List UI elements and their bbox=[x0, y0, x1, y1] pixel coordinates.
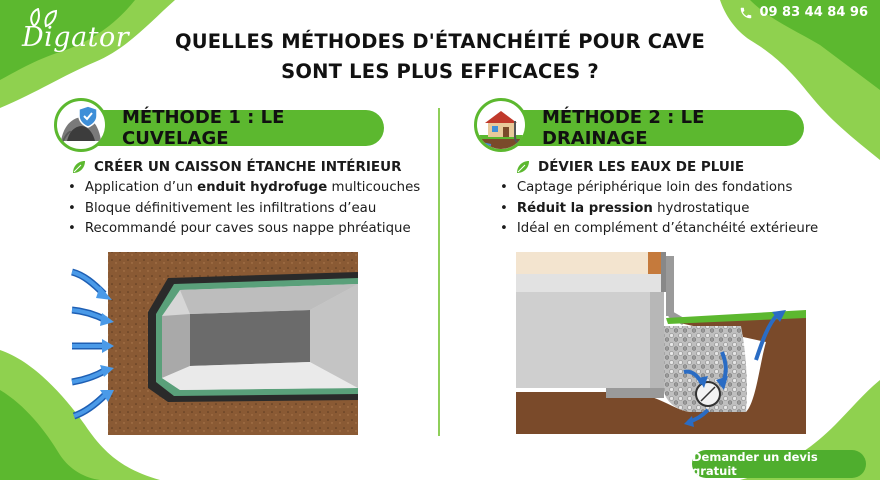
method1-subtitle: CRÉER UN CAISSON ÉTANCHE INTÉRIEUR bbox=[94, 159, 402, 175]
method1-subtitle-row bbox=[72, 159, 402, 175]
bullet-item: • Captage périphérique loin des fondations bbox=[500, 178, 818, 199]
phone-contact[interactable] bbox=[739, 5, 868, 20]
cuvelage-illustration bbox=[70, 250, 360, 435]
request-quote-button[interactable]: Demander un devis gratuit bbox=[692, 450, 866, 478]
house-icon bbox=[477, 101, 525, 149]
method2-title-pill bbox=[482, 107, 804, 149]
method1-title-pill bbox=[62, 107, 384, 149]
method2-title: MÉTHODE 2 : LE DRAINAGE bbox=[542, 107, 705, 149]
leaf-icon bbox=[72, 160, 86, 174]
method1-title: MÉTHODE 1 : LE CUVELAGE bbox=[122, 107, 285, 149]
page-title-line2: SONT LES PLUS EFFICACES ? bbox=[281, 60, 599, 83]
phone-number: 09 83 44 84 96 bbox=[759, 5, 868, 20]
drainage-illustration bbox=[516, 252, 806, 434]
bullet-item: • Réduit la pression hydrostatique bbox=[500, 199, 818, 220]
method1-badge bbox=[54, 98, 108, 152]
bullet-item: • Bloque définitivement les infiltrations d’eau bbox=[68, 199, 420, 220]
bullet-item: • Recommandé pour caves sous nappe phréatique bbox=[68, 219, 420, 240]
method1-bullets bbox=[68, 178, 420, 240]
column-divider bbox=[438, 108, 440, 436]
method2-subtitle-row bbox=[516, 159, 744, 175]
method2-bullets bbox=[500, 178, 818, 240]
brand-name: Digator bbox=[22, 22, 130, 53]
leaf-icon bbox=[516, 160, 530, 174]
cave-shield-icon bbox=[57, 101, 105, 149]
method2-subtitle: DÉVIER LES EAUX DE PLUIE bbox=[538, 159, 745, 175]
bullet-item: • Application d’un enduit hydrofuge multicouches bbox=[68, 178, 420, 199]
bullet-item: • Idéal en complément d’étanchéité extérieure bbox=[500, 219, 818, 240]
page-title-line1: QUELLES MÉTHODES D'ÉTANCHÉITÉ POUR CAVE bbox=[174, 30, 706, 53]
method2-badge bbox=[474, 98, 528, 152]
phone-icon bbox=[739, 6, 753, 20]
